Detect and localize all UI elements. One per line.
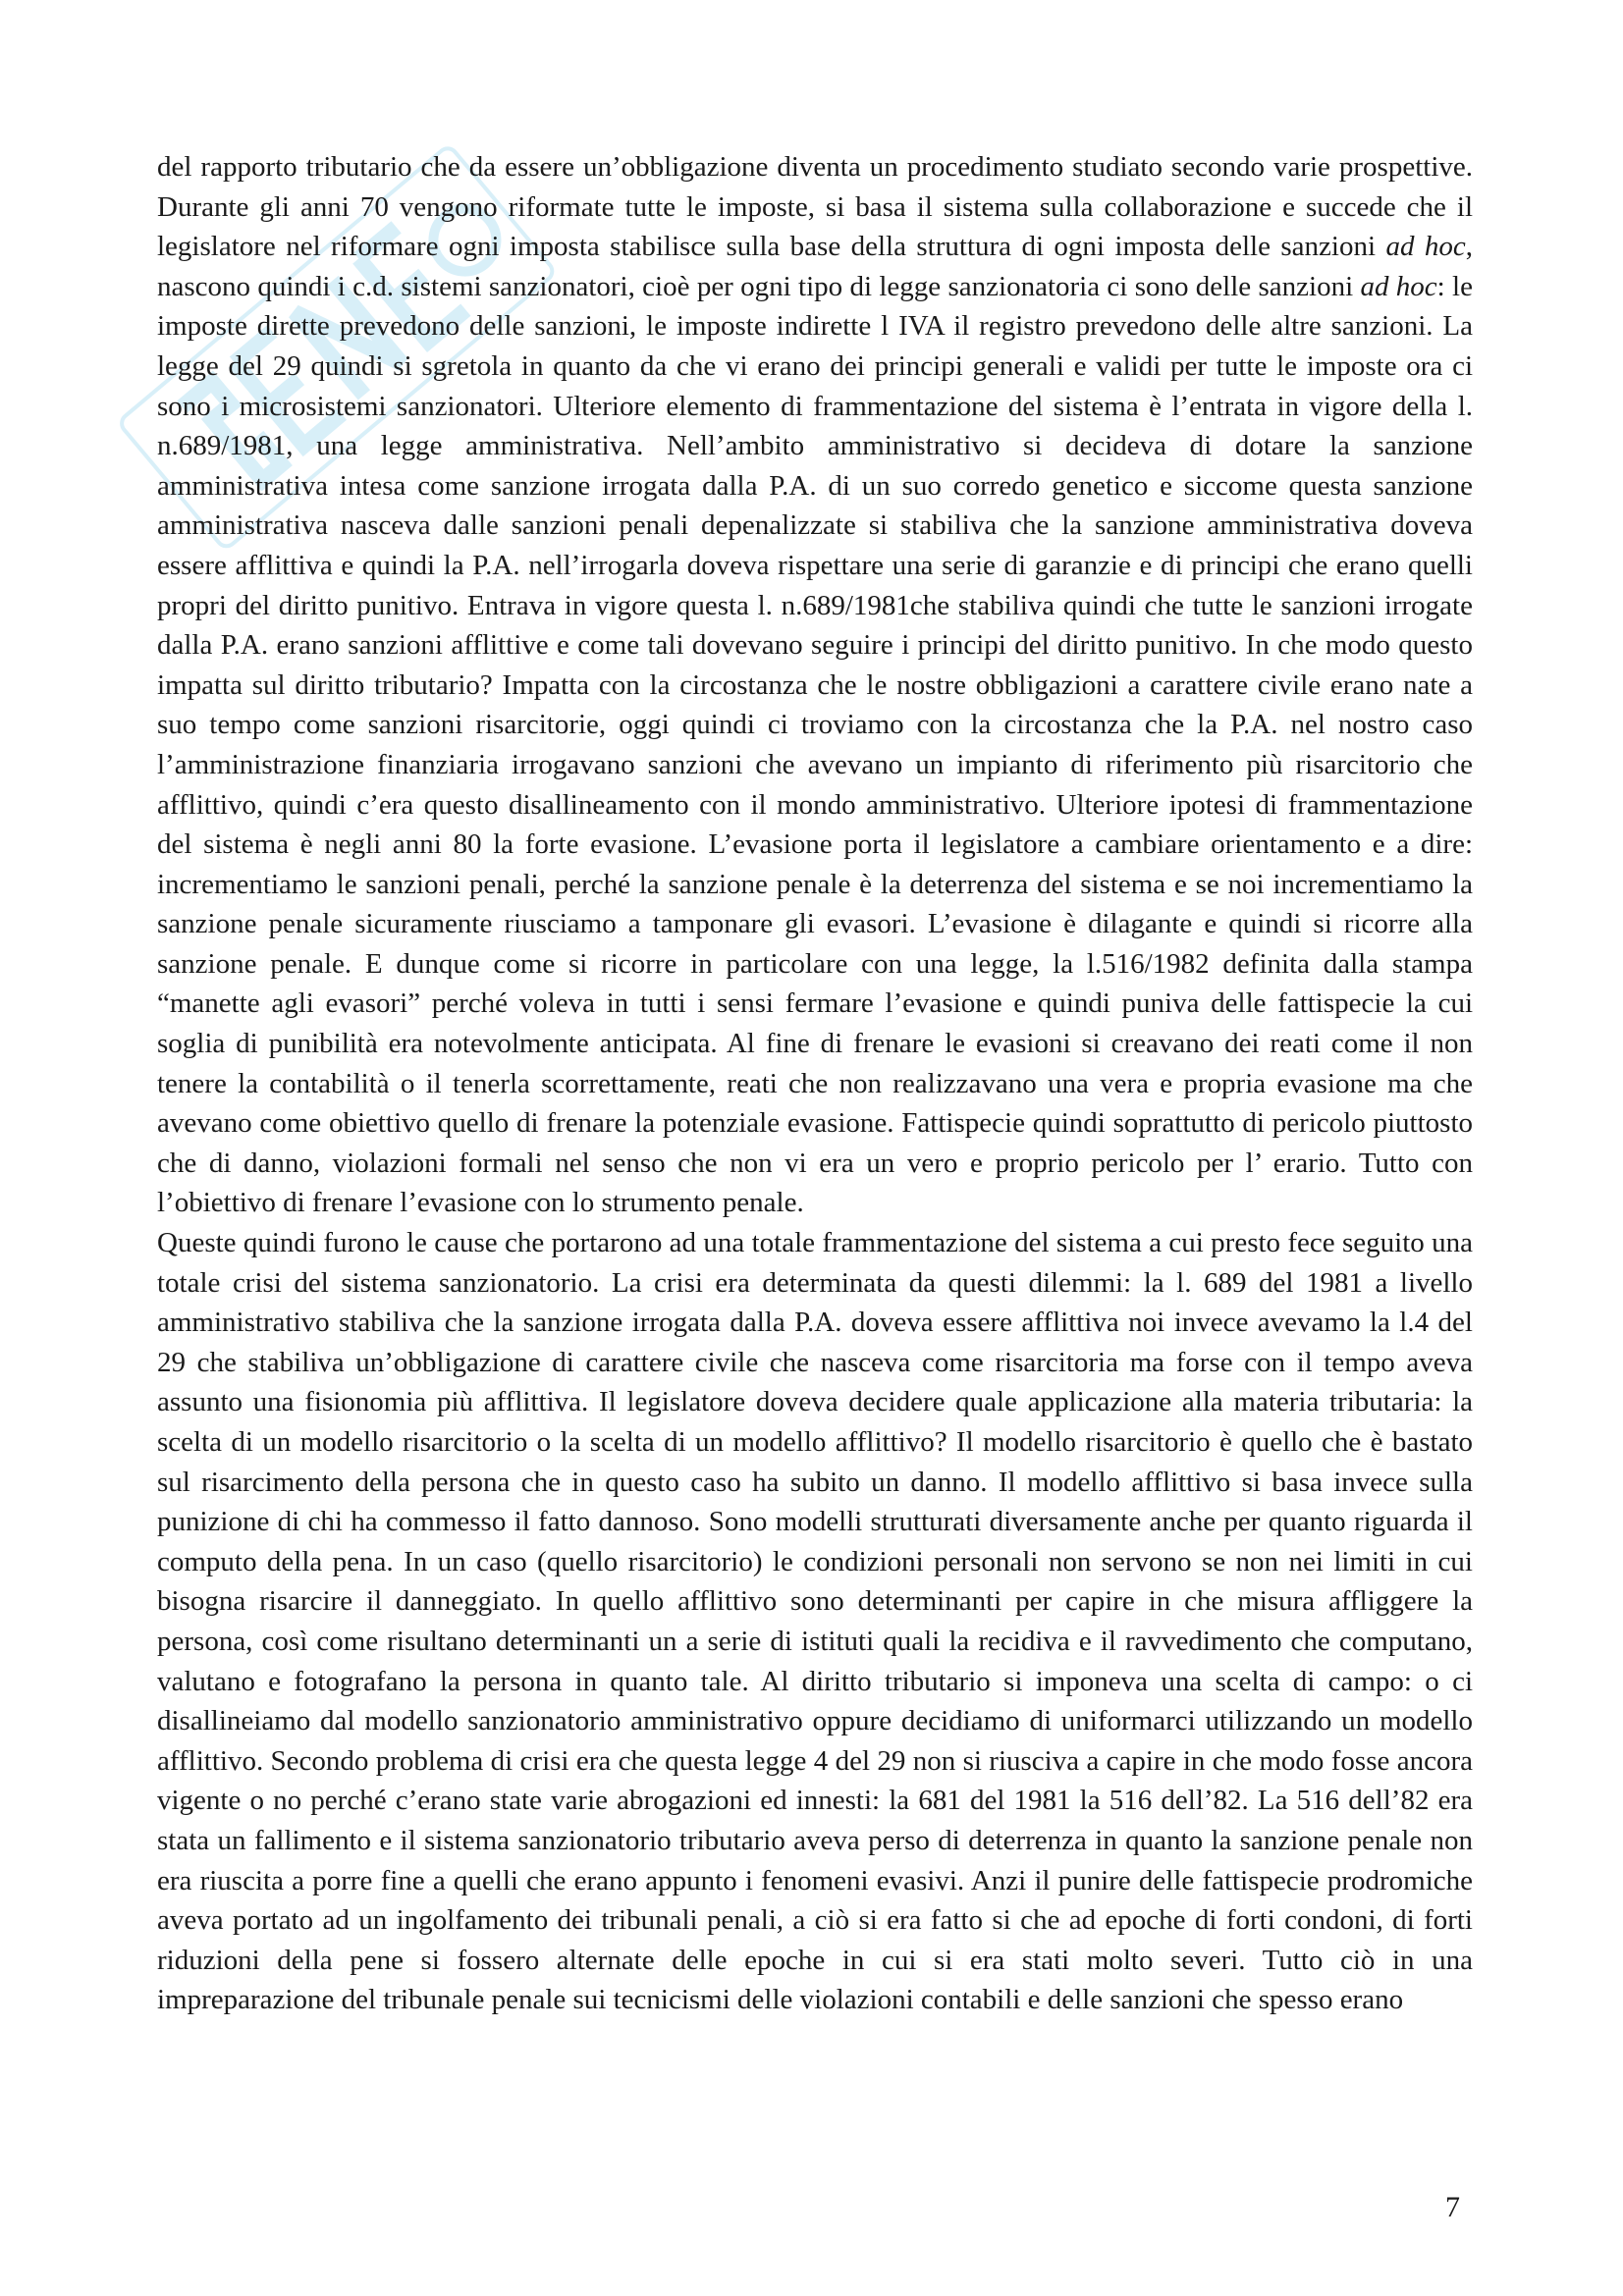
page-number: 7 (1445, 2191, 1460, 2223)
document-body (157, 147, 1473, 2020)
text-segment: : le imposte dirette prevedono delle sanzioni, le imposte indirette l IVA il registro prevedono delle altre sanzioni. La legge del 29 quindi si sgretola in quanto da che vi erano dei principi generali e validi per tutte le imposte ora ci sono i microsistemi sanzionatori. Ulteriore elemento di frammentazione del sistema è l’entrata in vigore della l. n.689/1981, una legge amministrativa. Nell’ambito amministrativo si decideva di dotare la sanzione amministrativa intesa come sanzione irrogata dalla P.A. di un suo corredo genetico e siccome questa sanzione amministrativa nasceva dalle sanzioni penali depenalizzate si stabiliva che la sanzione amministrativa doveva essere afflittiva e quindi la P.A. nell’irrogarla doveva rispettare una serie di garanzie e di principi che erano quelli propri del diritto punitivo. Entrava in vigore questa l. n.689/1981che stabiliva quindi che tutte le sanzioni irrogate dalla P.A. erano sanzioni afflittive e come tali dovevano seguire i principi del diritto punitivo. In che modo questo impatta sul diritto tributario? Impatta con la circostanza che le nostre obbligazioni a carattere civile erano nate a suo tempo come sanzioni risarcitorie, oggi quindi ci troviamo con la circostanza che la P.A. nel nostro caso l’amministrazione finanziaria irrogavano sanzioni che avevano un impianto di riferimento più risarcitorio che afflittivo, quindi c’era questo disallineamento con il mondo amministrativo. Ulteriore ipotesi di frammentazione del sistema è negli anni 80 la forte evasione. L’evasione porta il legislatore a cambiare orientamento e a dire: incrementiamo le sanzioni penali, perché la sanzione penale è la deterrenza del sistema e se noi incrementiamo la sanzione penale sicuramente riusciamo a tamponare gli evasori. L’evasione è dilagante e quindi si ricorre alla sanzione penale. E dunque come si ricorre in particolare con una legge, la l.516/1982 definita dalla stampa “manette agli evasori” perché voleva in tutti i sensi fermare l’evasione e quindi puniva delle fattispecie la cui soglia di punibilità era notevolmente anticipata. Al fine di frenare le evasioni si creavano dei reati come il non tenere la contabilità o il tenerla scorrettamente, reati che non realizzavano una vera e propria evasione ma che avevano come obiettivo quello di frenare la potenziale evasione. Fattispecie quindi soprattutto di pericolo piuttosto che di danno, violazioni formali nel senso che non vi era un vero e proprio pericolo per l’ erario. Tutto con l’obiettivo di frenare l’evasione con lo strumento penale. (157, 270, 1473, 1219)
text-segment: del rapporto tributario che da essere un’obbligazione diventa un procedimento studiato secondo varie prospettive. Durante gli anni 70 vengono riformate tutte le imposte, si basa il sistema sulla collaborazione e succede che il legislatore nel riformare ogni imposta stabilisce sulla base della struttura di ogni imposta delle sanzioni (157, 151, 1473, 263)
paragraph (157, 147, 1473, 1223)
italic-term: ad hoc (1360, 270, 1437, 302)
italic-term: ad hoc (1385, 231, 1466, 263)
text-segment: Queste quindi furono le cause che portarono ad una totale frammentazione del sistema a cui presto fece seguito una totale crisi del sistema sanzionatorio. La crisi era determinata da questi dilemmi: la l. 689 del 1981 a livello amministrativo stabiliva che la sanzione irrogata dalla P.A. doveva essere afflittiva noi invece avevamo la l.4 del 29 che stabiliva un’obbligazione di carattere civile che nasceva come risarcitoria ma forse con il tempo aveva assunto una fisionomia più afflittiva. Il legislatore doveva decidere quale applicazione alla materia tributaria: la scelta di un modello risarcitorio o la scelta di un modello afflittivo? Il modello risarcitorio è quello che è bastato sul risarcimento della persona che in questo caso ha subito un danno. Il modello afflittivo si basa invece sulla punizione di chi ha commesso il fatto dannoso. Sono modelli strutturati diversamente anche per quanto riguarda il computo della pena. In un caso (quello risarcitorio) le condizioni personali non servono se non nei limiti in cui bisogna risarcire il danneggiato. In quello afflittivo sono determinanti per capire in che misura affliggere la persona, così come risultano determinanti un a serie di istituti quali la recidiva e il ravvedimento che computano, valutano e fotografano la persona in quanto tale. Al diritto tributario si imponeva una scelta di campo: o ci disallineiamo dal modello sanzionatorio amministrativo oppure decidiamo di uniformarci utilizzando un modello afflittivo. Secondo problema di crisi era che questa legge 4 del 29 non si riusciva a capire in che modo fosse ancora vigente o no perché c’erano state varie abrogazioni ed innesti: la 681 del 1981 la 516 dell’82. La 516 dell’82 era stata un fallimento e il sistema sanzionatorio tributario aveva perso di deterrenza in quanto la sanzione penale non era riuscita a porre fine a quelli che erano appunto i fenomeni evasivi. Anzi il punire delle fattispecie prodromiche aveva portato ad un ingolfamento dei tribunali penali, a ciò si era fatto si che ad epoche di forti condoni, di forti riduzioni della pene si fossero alternate delle epoche in cui si era stati molto severi. Tutto ciò in una impreparazione del tribunale penale sui tecnicismi delle violazioni contabili e delle sanzioni che spesso erano (157, 1227, 1473, 2016)
text-segment: , nascono quindi i c.d. sistemi sanzionatori, cioè per ogni tipo di legge sanzionatoria ci sono delle sanzioni (157, 231, 1474, 302)
paragraph (157, 1223, 1473, 2020)
